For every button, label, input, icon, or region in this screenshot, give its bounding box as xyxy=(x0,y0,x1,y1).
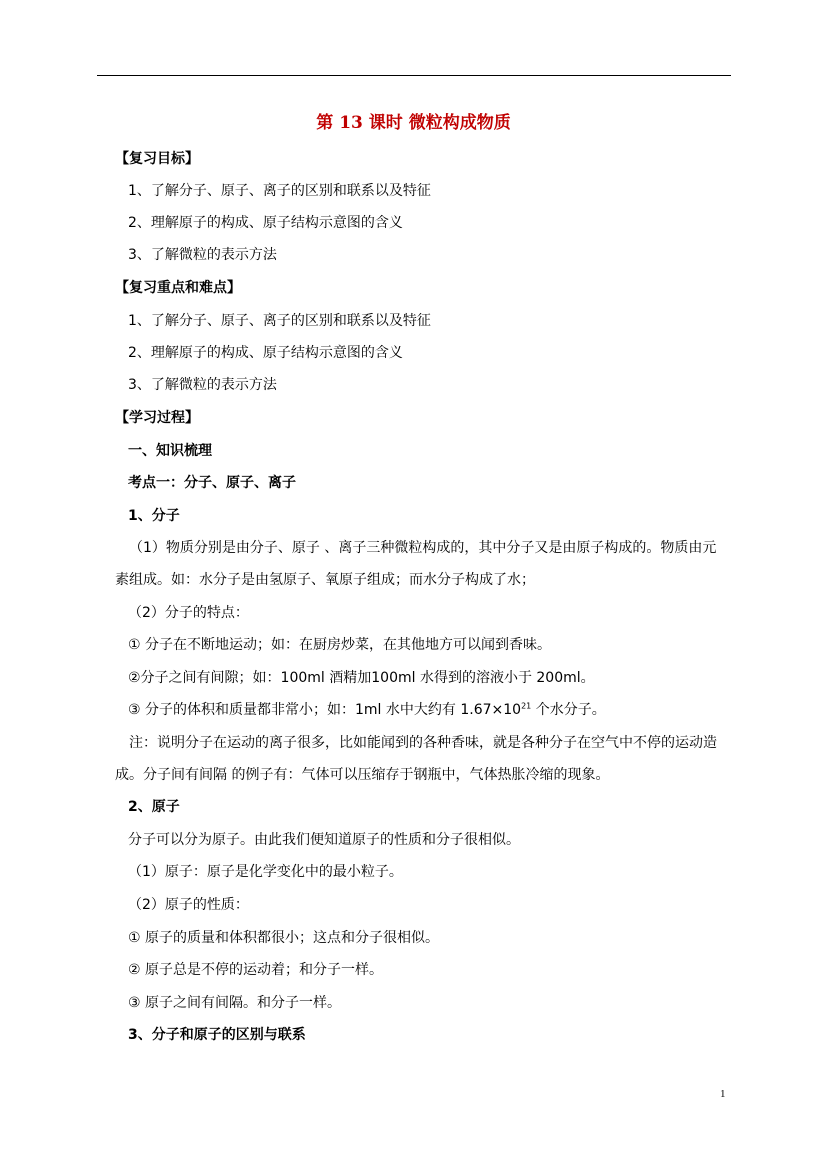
atom-heading: 2、原子 xyxy=(128,799,180,815)
molecule-subheading: （2）分子的特点： xyxy=(128,605,249,621)
molecule-heading: 1、分子 xyxy=(128,508,180,524)
goal-item: 3、了解微粒的表示方法 xyxy=(128,247,277,263)
goal-item: 2、理解原子的构成、原子结构示意图的含义 xyxy=(128,215,403,231)
atom-intro: 分子可以分为原子。由此我们便知道原子的性质和分子很相似。 xyxy=(128,832,520,848)
exponent: 21 xyxy=(521,701,532,711)
key-item: 2、理解原子的构成、原子结构示意图的含义 xyxy=(128,345,403,361)
kaodian-heading: 考点一：分子、原子、离子 xyxy=(128,475,296,491)
feature-text: 个水分子。 xyxy=(531,702,606,718)
atom-definition: （1）原子：原子是化学变化中的最小粒子。 xyxy=(128,864,403,880)
section-heading: 一、知识梳理 xyxy=(128,443,212,459)
key-heading: 【复习重点和难点】 xyxy=(115,280,241,296)
feature-text: ③ 分子的体积和质量都非常小；如：1ml 水中大约有 1.67×10 xyxy=(128,702,522,718)
page-number: 1 xyxy=(720,1088,726,1100)
molecule-feature: ②分子之间有间隙；如：100ml 酒精加100ml 水得到的溶液小于 200ml。 xyxy=(128,670,595,686)
header-rule xyxy=(97,75,731,76)
molecule-feature: ① 分子在不断地运动；如：在厨房炒菜，在其他地方可以闻到香味。 xyxy=(128,637,551,653)
goal-item: 1、了解分子、原子、离子的区别和联系以及特征 xyxy=(128,183,431,199)
difference-heading: 3、分子和原子的区别与联系 xyxy=(128,1027,306,1043)
process-heading: 【学习过程】 xyxy=(115,410,199,426)
key-item: 3、了解微粒的表示方法 xyxy=(128,377,277,393)
goals-heading: 【复习目标】 xyxy=(115,151,199,167)
key-item: 1、了解分子、原子、离子的区别和联系以及特征 xyxy=(128,313,431,329)
note-paragraph: 注：说明分子在运动的离子很多，比如能闻到的各种香味，就是各种分子在空气中不停的运动造成。分子间有间隔 的例子有：气体可以压缩存于钢瓶中，气体热胀冷缩的现象。 xyxy=(115,735,717,783)
molecule-paragraph: （1）物质分别是由分子、原子 、离子三种微粒构成的，其中分子又是由原子构成的。物质由元素组成。如：水分子是由氢原子、氧原子组成；而水分子构成了水； xyxy=(115,540,717,588)
atom-property: ② 原子总是不停的运动着；和分子一样。 xyxy=(128,962,383,978)
molecule-feature xyxy=(128,702,606,718)
page-title: 第 13 课时 微粒构成物质 xyxy=(316,113,511,133)
atom-property-heading: （2）原子的性质： xyxy=(128,897,249,913)
atom-property: ③ 原子之间有间隔。和分子一样。 xyxy=(128,995,342,1011)
atom-property: ① 原子的质量和体积都很小；这点和分子很相似。 xyxy=(128,930,439,946)
